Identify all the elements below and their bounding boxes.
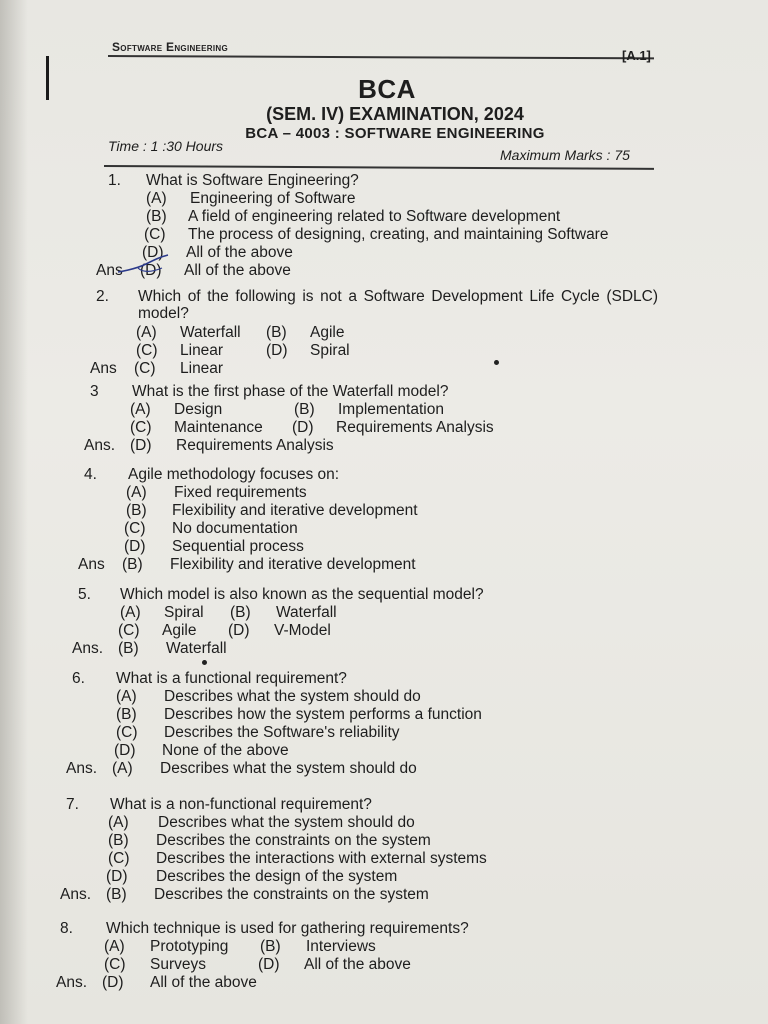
page-code: [A.1] xyxy=(622,48,651,63)
option-text: Fixed requirements xyxy=(174,484,307,501)
option-text: Describes how the system performs a function xyxy=(164,706,482,723)
running-head: Software Engineering xyxy=(112,40,229,54)
option-letter: (D) xyxy=(114,742,136,759)
answer-letter: (B) xyxy=(106,886,127,903)
question-text: What is a non-functional requirement? xyxy=(110,796,372,813)
option-letter: (A) xyxy=(146,190,167,207)
option-text: A field of engineering related to Software development xyxy=(188,208,561,225)
question-block xyxy=(66,670,630,778)
option-text: Describes what the system should do xyxy=(164,688,421,705)
question-number: 5. xyxy=(78,586,91,603)
option-letter: (C) xyxy=(118,622,140,639)
answer-text: All of the above xyxy=(150,974,257,991)
option-text: Waterfall xyxy=(180,324,241,341)
option-text: Maintenance xyxy=(174,419,263,436)
question-number: 8. xyxy=(60,920,73,937)
answer-letter: (B) xyxy=(122,556,143,573)
answer-label: Ans. xyxy=(84,437,116,454)
question-number: 4. xyxy=(84,466,97,483)
option-letter: (C) xyxy=(104,956,126,973)
binding-shadow xyxy=(0,0,28,1024)
question-number: 2. xyxy=(96,288,109,305)
option-letter: (B) xyxy=(146,208,167,225)
question-number: 1. xyxy=(108,172,121,189)
header-rule xyxy=(104,165,654,169)
option-letter: (D) xyxy=(292,419,314,436)
paper-title: BCA – 4003 : SOFTWARE ENGINEERING xyxy=(245,125,545,142)
exam-subtitle: (SEM. IV) EXAMINATION, 2024 xyxy=(266,104,524,124)
option-text: V-Model xyxy=(274,622,331,639)
max-marks: Maximum Marks : 75 xyxy=(500,147,630,163)
option-text: Agile xyxy=(310,324,345,341)
answer-text: Requirements Analysis xyxy=(176,437,334,454)
answer-label: Ans xyxy=(96,262,123,279)
option-text: Surveys xyxy=(150,956,206,973)
option-letter: (D) xyxy=(228,622,250,639)
option-text: Interviews xyxy=(306,938,376,955)
option-text: Describes the interactions with external systems xyxy=(156,850,487,867)
question-block xyxy=(72,586,636,658)
option-letter: (A) xyxy=(130,401,151,418)
answer-letter: (D) xyxy=(140,262,162,279)
option-text: Spiral xyxy=(164,604,204,621)
ink-dot xyxy=(202,660,207,665)
answer-text: Waterfall xyxy=(166,640,227,657)
exam-title: BCA xyxy=(358,74,416,104)
option-letter: (A) xyxy=(116,688,137,705)
exam-time: Time : 1 :30 Hours xyxy=(108,138,224,154)
question-block xyxy=(90,288,660,378)
answer-letter: (B) xyxy=(118,640,139,657)
ink-dot xyxy=(494,360,499,365)
question-text: Which of the following is not a Software Development Life Cycle (SDLC) model? xyxy=(138,288,658,322)
question-block xyxy=(96,172,656,280)
question-block xyxy=(60,796,624,904)
question-block xyxy=(86,383,646,455)
option-letter: (B) xyxy=(266,324,287,341)
answer-letter: (C) xyxy=(134,360,156,377)
option-letter: (D) xyxy=(258,956,280,973)
option-text: Describes the Software's reliability xyxy=(164,724,400,741)
answer-label: Ans. xyxy=(66,760,98,777)
option-text: No documentation xyxy=(172,520,298,537)
option-letter: (B) xyxy=(230,604,251,621)
answer-letter: (D) xyxy=(102,974,124,991)
option-letter: (B) xyxy=(294,401,315,418)
question-text: Agile methodology focuses on: xyxy=(128,466,340,483)
option-text: Engineering of Software xyxy=(190,190,356,207)
option-letter: (B) xyxy=(108,832,129,849)
option-text: None of the above xyxy=(162,742,289,759)
option-letter: (A) xyxy=(136,324,157,341)
option-text: All of the above xyxy=(304,956,411,973)
answer-label: Ans. xyxy=(72,640,104,657)
option-text: Spiral xyxy=(310,342,350,359)
option-text: Requirements Analysis xyxy=(336,419,494,436)
option-text: Describes the constraints on the system xyxy=(156,832,431,849)
option-letter: (D) xyxy=(124,538,146,555)
option-text: Prototyping xyxy=(150,938,229,955)
answer-text: All of the above xyxy=(184,262,291,279)
answer-label: Ans. xyxy=(60,886,92,903)
option-letter: (B) xyxy=(116,706,137,723)
option-letter: (C) xyxy=(136,342,158,359)
option-letter: (A) xyxy=(104,938,125,955)
option-letter: (C) xyxy=(116,724,138,741)
question-text: Which model is also known as the sequential model? xyxy=(120,586,484,603)
option-letter: (A) xyxy=(126,484,147,501)
question-text: What is the first phase of the Waterfall model? xyxy=(132,383,449,400)
question-text: Which technique is used for gathering requirements? xyxy=(106,920,469,937)
option-text: Implementation xyxy=(338,401,444,418)
answer-text: Describes what the system should do xyxy=(160,760,417,777)
option-letter: (B) xyxy=(126,502,147,519)
option-letter: (D) xyxy=(266,342,288,359)
option-text: Describes what the system should do xyxy=(158,814,415,831)
option-text: The process of designing, creating, and maintaining Software xyxy=(188,226,609,243)
answer-text: Linear xyxy=(180,360,224,377)
option-text: Describes the design of the system xyxy=(156,868,398,885)
answer-text: Describes the constraints on the system xyxy=(154,886,429,903)
question-number: 3 xyxy=(90,383,99,400)
option-text: Agile xyxy=(162,622,197,639)
option-letter: (B) xyxy=(260,938,281,955)
answer-label: Ans xyxy=(90,360,117,377)
option-letter: (A) xyxy=(108,814,129,831)
answer-letter: (A) xyxy=(112,760,133,777)
option-text: Linear xyxy=(180,342,224,359)
question-number: 6. xyxy=(72,670,85,687)
option-letter: (D) xyxy=(142,244,164,261)
option-text: All of the above xyxy=(186,244,293,261)
question-number: 7. xyxy=(66,796,79,813)
option-letter: (D) xyxy=(106,868,128,885)
answer-text: Flexibility and iterative development xyxy=(170,556,416,573)
question-block xyxy=(58,920,618,992)
option-text: Waterfall xyxy=(276,604,337,621)
answer-label: Ans xyxy=(78,556,105,573)
answer-label: Ans. xyxy=(56,974,88,991)
question-text: What is a functional requirement? xyxy=(116,670,347,687)
option-letter: (C) xyxy=(144,226,166,243)
handwritten-tick-mark xyxy=(116,254,176,276)
question-text: What is Software Engineering? xyxy=(146,172,359,189)
answer-letter: (D) xyxy=(130,437,152,454)
option-text: Sequential process xyxy=(172,538,304,555)
option-letter: (C) xyxy=(124,520,146,537)
question-block xyxy=(80,466,640,574)
option-text: Design xyxy=(174,401,223,418)
option-text: Flexibility and iterative development xyxy=(172,502,418,519)
option-letter: (C) xyxy=(108,850,130,867)
option-letter: (C) xyxy=(130,419,152,436)
option-letter: (A) xyxy=(120,604,141,621)
running-head-rule xyxy=(108,55,654,59)
